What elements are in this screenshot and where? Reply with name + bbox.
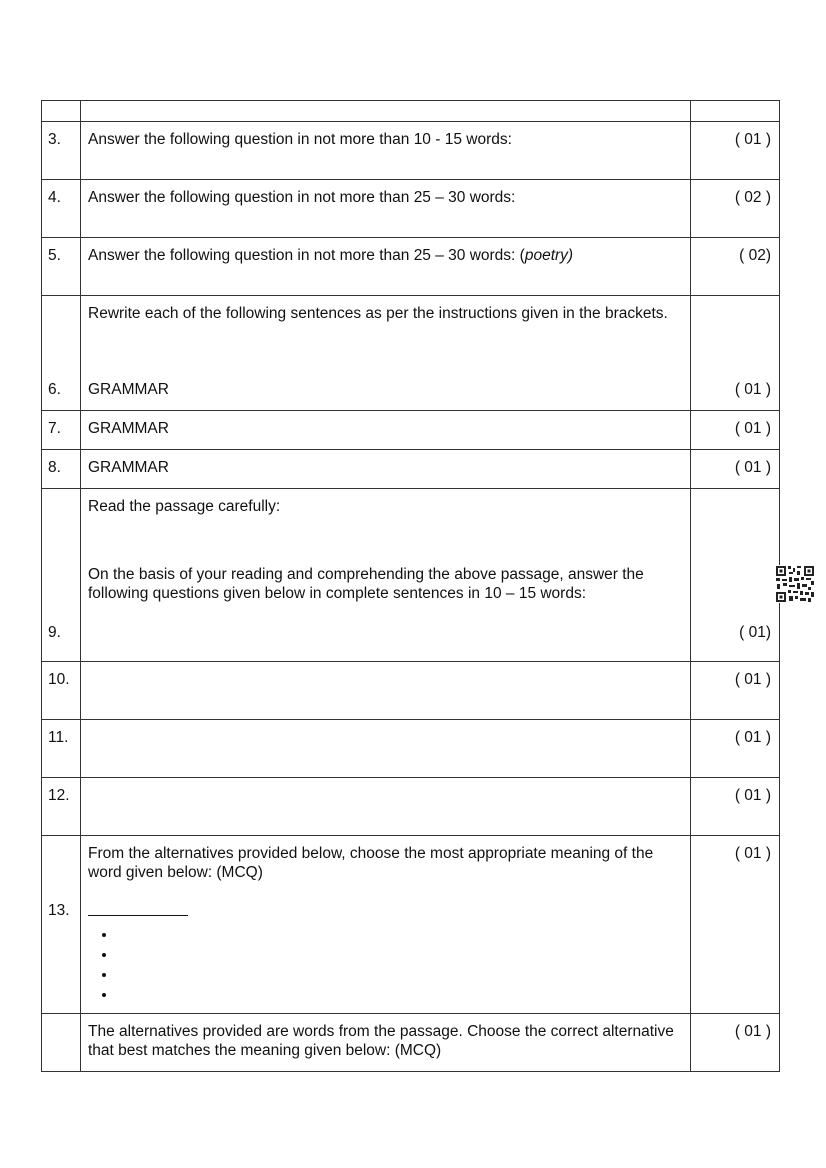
question-number: 7. bbox=[42, 411, 81, 450]
header-marks-cell bbox=[691, 101, 780, 122]
question-text-cell bbox=[81, 836, 691, 1014]
question-row-5 bbox=[42, 238, 780, 296]
answer-blank-line bbox=[88, 901, 188, 916]
question-number: 12. bbox=[42, 778, 81, 836]
question-marks: ( 01 ) bbox=[691, 778, 780, 836]
question-number: 5. bbox=[42, 238, 81, 296]
question-marks: ( 01 ) bbox=[691, 836, 780, 1014]
question-row-13 bbox=[42, 836, 780, 1014]
question-marks-cell bbox=[691, 296, 780, 411]
header-num-cell bbox=[42, 101, 81, 122]
question-number-cell bbox=[42, 836, 81, 1014]
question-number: 8. bbox=[42, 450, 81, 489]
question-marks: ( 01 ) bbox=[691, 450, 780, 489]
question-table bbox=[41, 100, 780, 1072]
mcq-option bbox=[117, 985, 682, 1005]
question-row-14 bbox=[42, 1014, 780, 1072]
mcq-options-list bbox=[88, 925, 682, 1005]
question-number-cell bbox=[42, 489, 81, 662]
question-number: 4. bbox=[42, 180, 81, 238]
question-text bbox=[81, 662, 691, 720]
question-row-10 bbox=[42, 662, 780, 720]
question-number-cell bbox=[42, 296, 81, 411]
question-text-cell bbox=[81, 296, 691, 411]
rewrite-instruction: Rewrite each of the following sentences as per the instructions given in the brackets. bbox=[88, 305, 668, 322]
question-marks: ( 01 ) bbox=[691, 411, 780, 450]
question-text: GRAMMAR bbox=[81, 411, 691, 450]
question-number: 9. bbox=[48, 624, 61, 641]
question-text: The alternatives provided are words from the passage. Choose the correct alternative that best matches the meaning given below: (MCQ) bbox=[81, 1014, 691, 1072]
question-marks: ( 01 ) bbox=[691, 122, 780, 180]
question-number: 13. bbox=[48, 902, 70, 919]
question-number: 11. bbox=[42, 720, 81, 778]
qr-code-icon bbox=[775, 565, 815, 603]
question-row-7 bbox=[42, 411, 780, 450]
question-text: Answer the following question in not more than 10 - 15 words: bbox=[81, 122, 691, 180]
passage-instruction: On the basis of your reading and comprehending the above passage, answer the following questions given below in complete sentences in 10 – 15 words: bbox=[88, 566, 644, 602]
question-text bbox=[81, 720, 691, 778]
question-paper bbox=[41, 100, 779, 1072]
question-number: 10. bbox=[42, 662, 81, 720]
question-row-3 bbox=[42, 122, 780, 180]
question-number: 3. bbox=[42, 122, 81, 180]
question-marks: ( 01 ) bbox=[691, 720, 780, 778]
question-row-11 bbox=[42, 720, 780, 778]
mcq-option bbox=[117, 965, 682, 985]
question-row-4 bbox=[42, 180, 780, 238]
question-marks: ( 01 ) bbox=[734, 381, 771, 398]
question-marks: ( 02) bbox=[691, 238, 780, 296]
question-marks: ( 02 ) bbox=[691, 180, 780, 238]
mcq-option bbox=[117, 945, 682, 965]
question-row-8 bbox=[42, 450, 780, 489]
question-text bbox=[81, 778, 691, 836]
question-marks: ( 01 ) bbox=[691, 1014, 780, 1072]
question-text: GRAMMAR bbox=[81, 450, 691, 489]
question-marks-cell bbox=[691, 489, 780, 662]
mcq-option bbox=[117, 925, 682, 945]
question-marks: ( 01) bbox=[739, 624, 771, 641]
question-text-main: Answer the following question in not more than 25 – 30 words: ( bbox=[88, 247, 525, 264]
question-row-9 bbox=[42, 489, 780, 662]
passage-title: Read the passage carefully: bbox=[88, 498, 281, 515]
question-row-6 bbox=[42, 296, 780, 411]
question-text: Answer the following question in not more than 25 – 30 words: bbox=[81, 180, 691, 238]
question-row-12 bbox=[42, 778, 780, 836]
question-text: GRAMMAR bbox=[88, 381, 169, 398]
header-row bbox=[42, 101, 780, 122]
question-text: From the alternatives provided below, choose the most appropriate meaning of the word given below: (MCQ) bbox=[88, 845, 654, 881]
question-number: 6. bbox=[48, 381, 61, 398]
question-number bbox=[42, 1014, 81, 1072]
question-text-cell bbox=[81, 489, 691, 662]
header-text-cell bbox=[81, 101, 691, 122]
question-marks: ( 01 ) bbox=[691, 662, 780, 720]
question-text-italic: poetry) bbox=[524, 247, 574, 264]
question-text bbox=[81, 238, 691, 296]
